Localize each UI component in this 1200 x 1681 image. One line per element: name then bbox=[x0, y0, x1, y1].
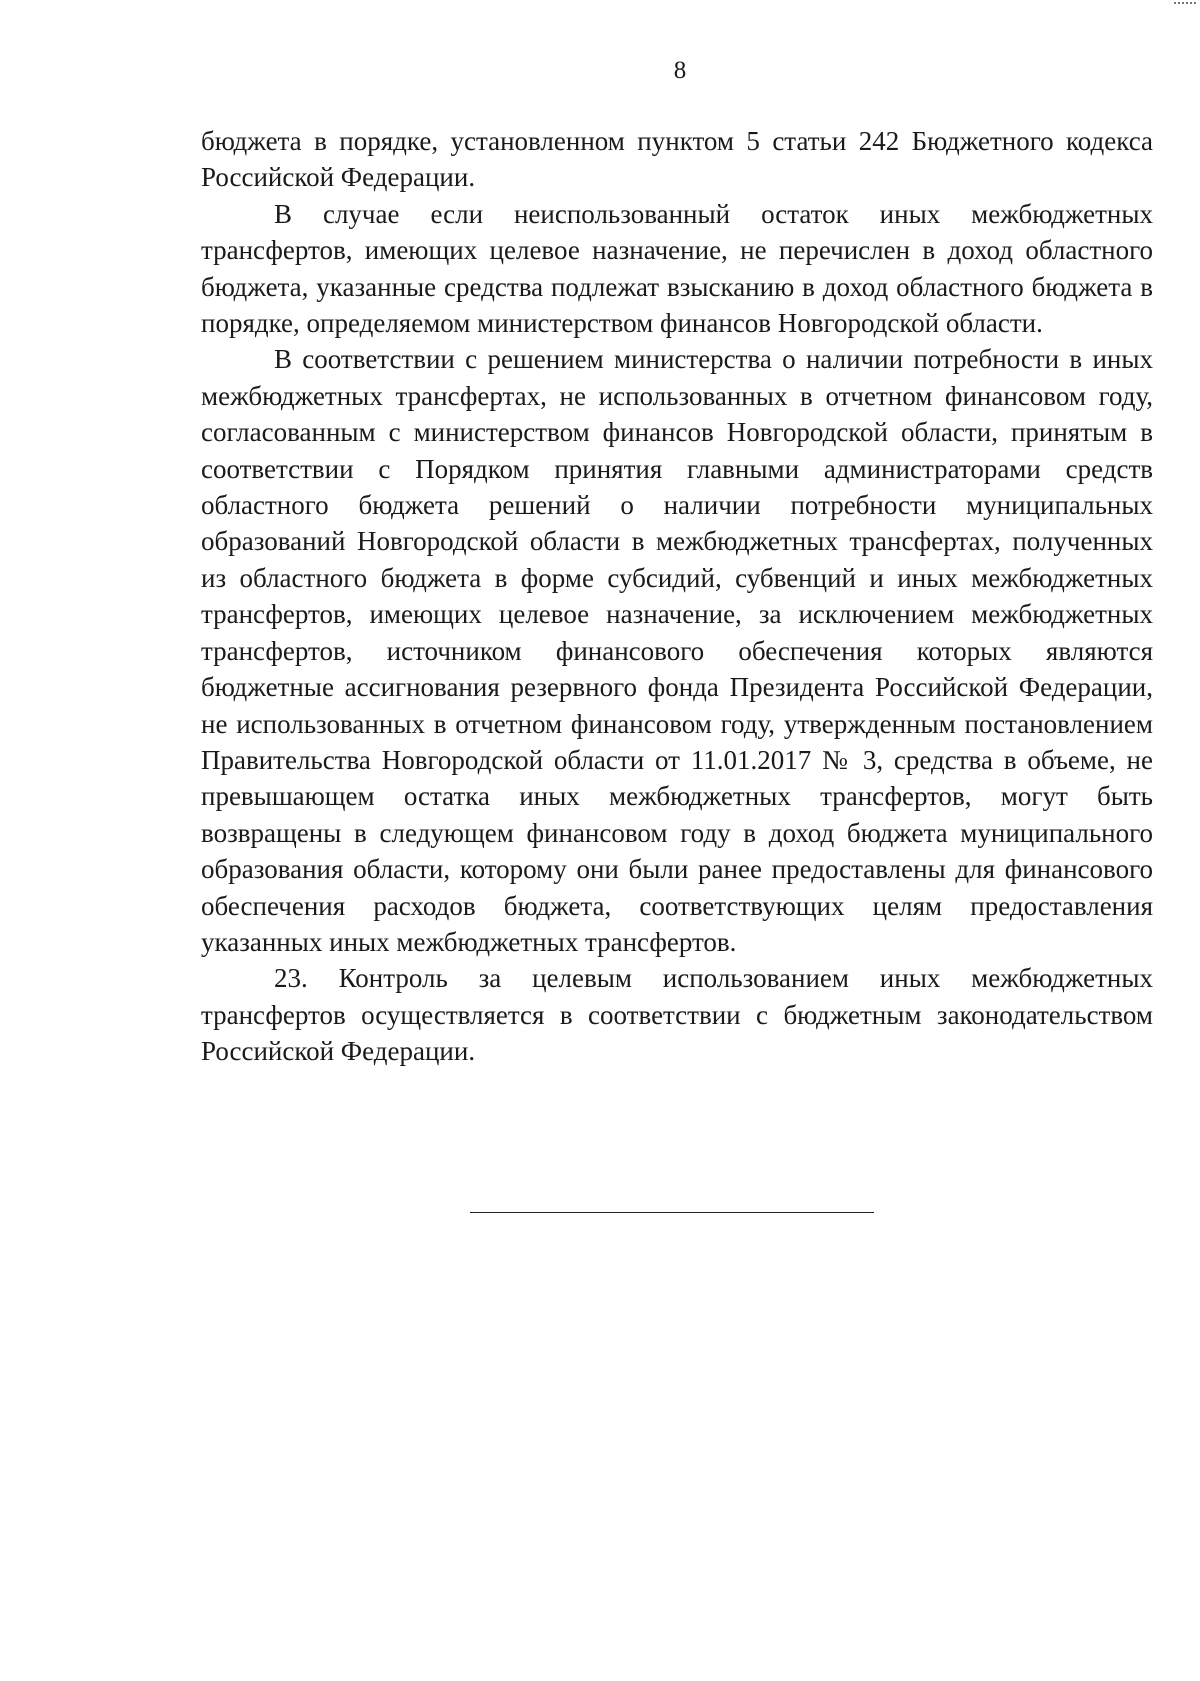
paragraph-item-23: 23. Контроль за целевым использованием иных межбюджетных трансфертов осуществляется в соответствии с бюджетным законодательством Российской Федерации. bbox=[201, 963, 1153, 1067]
document-body bbox=[201, 123, 1153, 1070]
scan-corner-mark bbox=[1174, 2, 1196, 6]
paragraph-unused-balance: В случае если неиспользованный остаток иных межбюджетных трансфертов, имеющих целевое назначение, не перечислен в доход областного бюджета, указанные средства подлежат взысканию в доход областного бюджета в порядке, определяемом министерством финансов Новгородской области. bbox=[201, 198, 1153, 339]
page-number: 8 bbox=[673, 57, 687, 84]
paragraph-ministry-decision: В соответствии с решением министерства о наличии потребности в иных межбюджетных трансфертах, не использованных в отчетном финансовом году, согласованным с министерством финансов Новгородской области, принятым в соответствии с Порядком принятия главными администраторами средств областного бюджета решений о наличии потребности муниципальных образований Новгородской области в межбюджетных трансфертах, полученных из областного бюджета в форме субсидий, субвенций и иных межбюджетных трансфертов, имеющих целевое назначение, за исключением межбюджетных трансфертов, источником финансового обеспечения которых являются бюджетные ассигнования резервного фонда Президента Российской Федерации, не использованных в отчетном финансовом году, утвержденным постановлением Правительства Новгородской области от 11.01.2017 № 3, средства в объеме, не превышающем остатка иных межбюджетных трансфертов, могут быть возвращены в следующем финансовом году в доход бюджета муниципального образования области, которому они были ранее предоставлены для финансового обеспечения расходов бюджета, соответствующих целям предоставления указанных иных межбюджетных трансфертов. bbox=[201, 344, 1153, 957]
paragraph-continuation: бюджета в порядке, установленном пунктом 5 статьи 242 Бюджетного кодекса Российской Федерации. bbox=[201, 126, 1153, 193]
end-of-document-rule bbox=[470, 1212, 874, 1213]
